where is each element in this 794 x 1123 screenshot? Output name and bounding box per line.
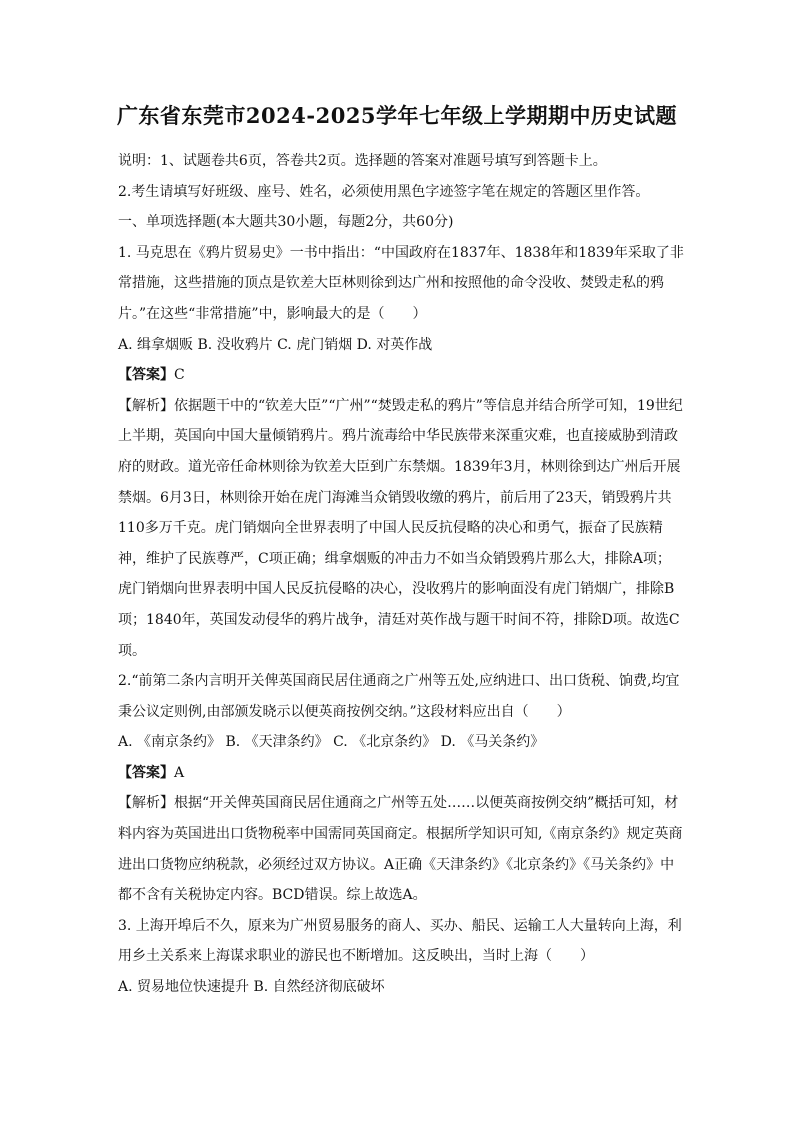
analysis-text: 【解析】依据题干中的“钦差大臣”“广州”“焚毁走私的鸦片”等信息并结合所学可知，19世纪上半期，英国向中国大量倾销鸦片。鸦片流毒给中华民族带来深重灾难，也直接威胁到清政府的财政。道光帝任命林则徐为钦差大臣到广东禁烟。1839年3月，林则徐到达广州后开展禁烟。6月3日，林则徐开始在虎门海滩当众销毁收缴的鸦片，前后用了23天，销毁鸦片共110多万千克。虎门销烟向全世界表明了中国人民反抗侵略的决心和勇气，振奋了民族精神，维护了民族尊严，C项正确；缉拿烟贩的冲击力不如当众销毁鸦片那么大，排除A项；虎门销烟向世界表明中国人民反抗侵略的决心，没收鸦片的影响面没有虎门销烟广，排除B项；1840年，英国发动侵华的鸦片战争，清廷对英作战与题干时间不符，排除D项。故选C项。 [118,397,683,659]
answer-label: 【答案】 [118,367,174,384]
answer-value: C [174,367,185,384]
answer-line [118,758,684,789]
question-stem: 3. 上海开埠后不久，原来为广州贸易服务的商人、买办、船民、运输工人大量转向上海，利用乡土关系来上海谋求职业的游民也不断增加。这反映出，当时上海（ ） [118,917,682,965]
document-title: 广东省东莞市2024-2025学年七年级上学期期中历史试题 [116,103,678,128]
answer-value: A [174,764,185,781]
section-heading: 一、单项选择题(本大题共30小题，每题2分，共60分) [118,214,454,231]
question-stem: 1. 马克思在《鸦片贸易史》一书中指出：“中国政府在1837年、1838年和1839年采取了非常措施，这些措施的顶点是钦差大臣林则徐到达广州和按照他的命令没收、焚毁走私的鸦片。”在这些“非常措施”中，影响最大的是（ ） [118,244,684,322]
answer-line [118,360,684,391]
question-stem: 2.“前第二条内言明开关俾英国商民居住通商之广州等五处,应纳进口、出口货税、饷费,均宜秉公议定则例,由部颁发晓示以便英商按例交纳。”这段材料应出自（ ） [118,673,680,720]
instruction-line: 说明：1、试题卷共6页，答卷共2页。选择题的答案对准题号填写到答题卡上。 [118,153,607,169]
answer-label: 【答案】 [118,764,174,781]
analysis-text: 【解析】根据“开关俾英国商民居住通商之广州等五处……以便英商按例交纳”概括可知，材料内容为英国进出口货物税率中国需同英国商定。根据所学知识可知,《南京条约》规定英商进出口货物应纳税款，必须经过双方协议。A正确《天津条约》《北京条约》《马关条约》中都不含有关税协定内容。BCD错误。综上故选A。 [118,795,683,904]
instruction-line: 2.考生请填写好班级、座号、姓名，必须使用黑色字迹签字笔在规定的答题区里作答。 [118,183,650,200]
document-body [118,146,684,1003]
question-options: A. 缉拿烟贩 B. 没收鸦片 C. 虎门销烟 D. 对英作战 [118,336,433,353]
question-options: A. 《南京条约》 B. 《天津条约》 C. 《北京条约》 D. 《马关条约》 [118,734,545,751]
question-options: A. 贸易地位快速提升 B. 自然经济彻底破坏 [118,979,385,996]
